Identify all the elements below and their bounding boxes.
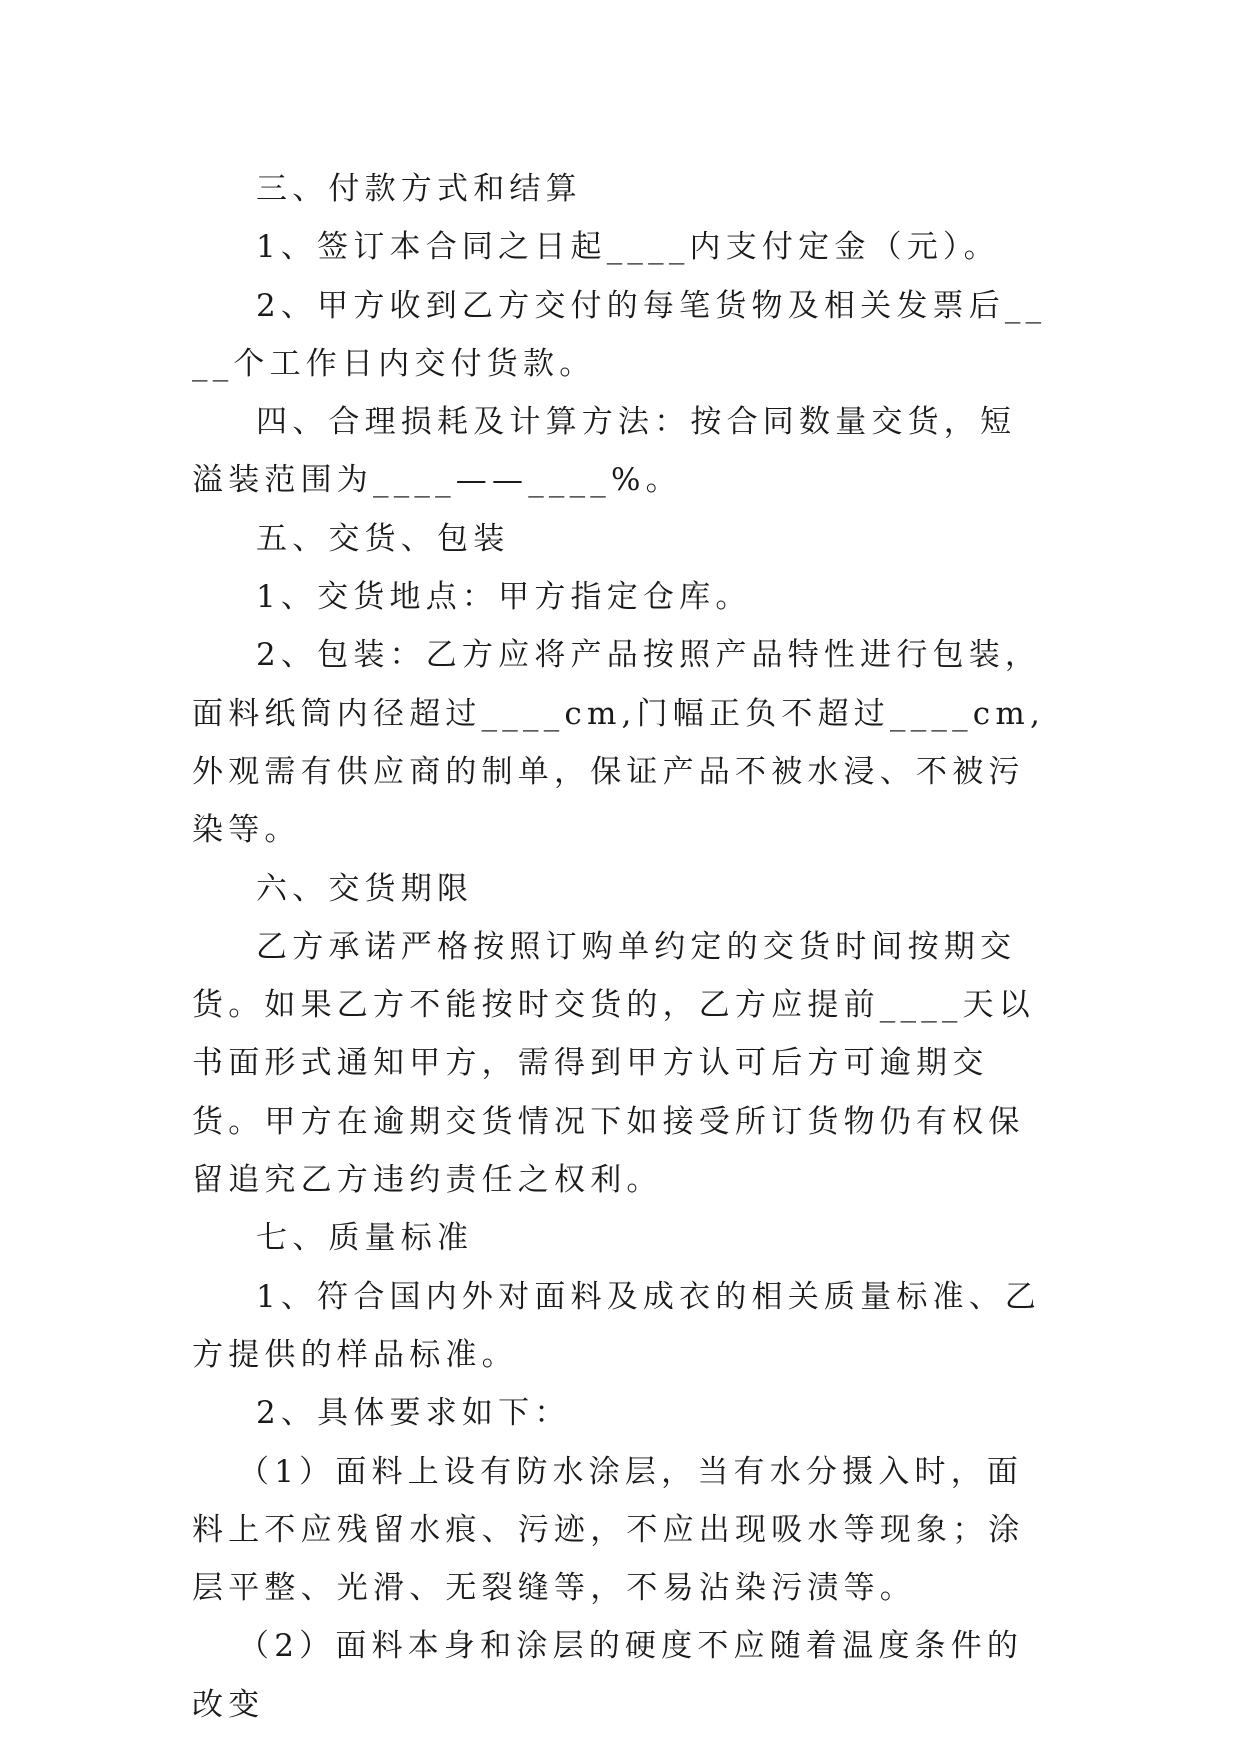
clause-delivery-location: 1、交货地点：甲方指定仓库。 [256, 579, 752, 616]
clause-specific-requirements: 2、具体要求如下： [256, 1395, 571, 1432]
section-heading-loss: 四、合理损耗及计算方法：按合同数量交货，短溢装范围为____——____%。 [192, 404, 1017, 499]
document-body [192, 160, 1052, 1734]
clause-delivery-commitment: 乙方承诺严格按照订购单约定的交货时间按期交货。如果乙方不能按时交货的，乙方应提前____天以书面形式通知甲方，需得到甲方认可后方可逾期交货。甲方在逾期交货情况下如接受所订货物仍有权保留追究乙方违约责任之权利。 [192, 928, 1035, 1199]
section-heading-delivery-period: 六、交货期限 [256, 870, 474, 907]
section-heading-quality: 七、质量标准 [256, 1220, 474, 1257]
section-heading-delivery-packing: 五、交货、包装 [256, 520, 510, 557]
requirement-1: （1）面料上设有防水涂层，当有水分摄入时，面料上不应残留水痕、污迹，不应出现吸水等现象；涂层平整、光滑、无裂缝等，不易沾染污渍等。 [192, 1453, 1025, 1607]
clause-payment-terms: 2、甲方收到乙方交付的每笔货物及相关发票后____个工作日内交付货款。 [192, 287, 1047, 382]
requirement-2: （2）面料本身和涂层的硬度不应随着温度条件的改变 [192, 1628, 1024, 1723]
clause-packing: 2、包装：乙方应将产品按照产品特性进行包装，面料纸筒内径超过____cm,门幅正负不超过____cm,外观需有供应商的制单，保证产品不被水浸、不被污染等。 [192, 637, 1046, 849]
clause-deposit: 1、签订本合同之日起____内支付定金（元）。 [256, 229, 1000, 266]
section-heading-payment: 三、付款方式和结算 [256, 171, 582, 207]
clause-quality-standard: 1、符合国内外对面料及成衣的相关质量标准、乙方提供的样品标准。 [192, 1278, 1042, 1373]
